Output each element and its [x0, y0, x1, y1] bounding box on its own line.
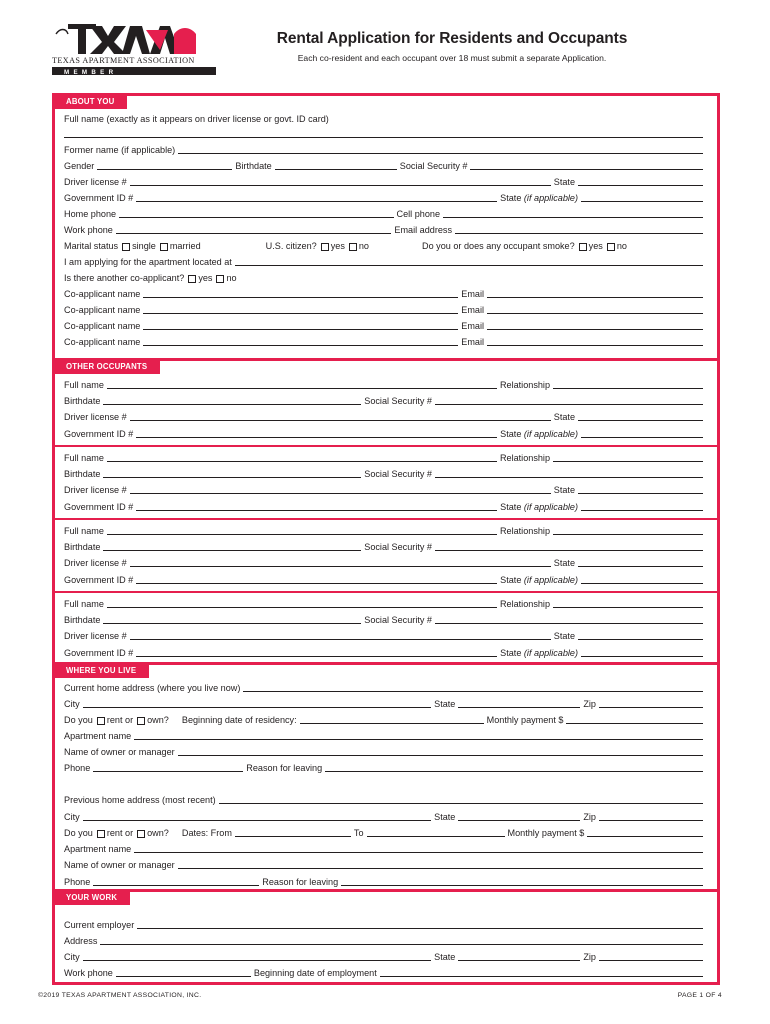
work-phone-row: Work phone Beginning date of employment — [64, 966, 703, 979]
work-phone-field[interactable] — [116, 232, 392, 234]
previous-owner-row: Name of owner or manager — [64, 858, 703, 871]
occupant-gov-row: Government ID # State (if applicable) — [64, 646, 703, 659]
previous-apartment-row: Apartment name — [64, 842, 703, 855]
page-subtitle: Each co-resident and each occupant over 18 must submit a separate Application. — [297, 53, 607, 63]
occupant-gov-state-field[interactable] — [581, 509, 703, 511]
previous-from-field[interactable] — [235, 835, 351, 837]
employer-field[interactable] — [137, 927, 703, 929]
coapplicant-email-field[interactable] — [487, 296, 703, 298]
work-zip-field[interactable] — [599, 959, 703, 961]
occupant-name-row: Full name Relationship — [64, 597, 703, 610]
previous-address-row: Previous home address (most recent) — [64, 793, 703, 806]
previous-phone-row: Phone Reason for leaving — [64, 875, 703, 888]
previous-city-row: City State Zip — [64, 810, 703, 823]
copyright-notice: ©2019 TEXAS APARTMENT ASSOCIATION, INC. — [38, 992, 202, 999]
current-phone-row: Phone Reason for leaving — [64, 761, 703, 774]
current-rent-own-row: Do you rent or own? Beginning date of residency: Monthly payment $ — [64, 713, 703, 726]
current-own-checkbox[interactable] — [137, 717, 145, 725]
occupant-dl-state-field[interactable] — [578, 565, 703, 567]
section-where-you-live — [52, 662, 720, 892]
previous-state-field[interactable] — [458, 819, 580, 821]
occupant-relationship-field[interactable] — [553, 387, 703, 389]
occupant-ssn-field[interactable] — [435, 549, 703, 551]
current-monthly-payment-field[interactable] — [566, 722, 703, 724]
residency-begin-field[interactable] — [300, 722, 484, 724]
work-address-row: Address — [64, 934, 703, 947]
coapplicant-email-field[interactable] — [487, 328, 703, 330]
coapplicant-yes-checkbox[interactable] — [188, 275, 196, 283]
gender-row: Gender Birthdate Social Security # — [64, 159, 703, 172]
occupant-ssn-field[interactable] — [435, 622, 703, 624]
occupant-name-row: Full name Relationship — [64, 524, 703, 537]
previous-address-field[interactable] — [219, 802, 703, 804]
section-tab-about-you: ABOUT YOU — [54, 95, 127, 109]
occupant-divider — [55, 518, 717, 520]
occupant-gov-row: Government ID # State (if applicable) — [64, 427, 703, 440]
previous-own-checkbox[interactable] — [137, 830, 145, 838]
work-city-row: City State Zip — [64, 950, 703, 963]
coapplicant-name-field[interactable] — [143, 328, 458, 330]
previous-reason-field[interactable] — [341, 884, 703, 886]
occupant-dl-field[interactable] — [130, 492, 551, 494]
citizen-no-checkbox[interactable] — [349, 243, 357, 251]
full-name-line[interactable] — [64, 136, 703, 138]
current-reason-field[interactable] — [325, 770, 703, 772]
phone-row: Home phone Cell phone — [64, 207, 703, 220]
current-phone-field[interactable] — [93, 770, 243, 772]
work-city-field[interactable] — [83, 959, 431, 961]
previous-rent-checkbox[interactable] — [97, 830, 105, 838]
occupant-birth-row: Birthdate Social Security # — [64, 613, 703, 626]
occupant-gov-state-field[interactable] — [581, 582, 703, 584]
coapplicant-row: Co-applicant name Email — [64, 335, 703, 348]
occupant-dl-state-field[interactable] — [578, 638, 703, 640]
occupant-divider — [55, 445, 717, 447]
single-checkbox[interactable] — [122, 243, 130, 251]
previous-city-field[interactable] — [83, 819, 431, 821]
smoke-yes-checkbox[interactable] — [579, 243, 587, 251]
occupant-dl-state-field[interactable] — [578, 419, 703, 421]
coapplicant-name-field[interactable] — [143, 296, 458, 298]
previous-rent-own-row: Do you rent or own? Dates: From To Monthly payment $ — [64, 826, 703, 839]
current-city-field[interactable] — [83, 706, 431, 708]
current-apartment-row: Apartment name — [64, 729, 703, 742]
occupant-ssn-field[interactable] — [435, 403, 703, 405]
previous-zip-field[interactable] — [599, 819, 703, 821]
previous-to-field[interactable] — [367, 835, 505, 837]
work-phone-row: Work phone Email address — [64, 223, 703, 236]
government-id-field[interactable] — [136, 200, 497, 202]
occupant-birth-row: Birthdate Social Security # — [64, 540, 703, 553]
coapplicant-email-field[interactable] — [487, 344, 703, 346]
occupant-dl-field[interactable] — [130, 565, 551, 567]
occupant-gov-row: Government ID # State (if applicable) — [64, 573, 703, 586]
government-id-row: Government ID # State (if applicable) — [64, 191, 703, 204]
occupant-name-field[interactable] — [107, 460, 497, 462]
current-apartment-name-field[interactable] — [134, 738, 703, 740]
section-your-work — [52, 889, 720, 985]
occupant-gov-id-field[interactable] — [136, 655, 497, 657]
occupant-name-field[interactable] — [107, 606, 497, 608]
previous-phone-field[interactable] — [93, 884, 259, 886]
former-name-row: Former name (if applicable) — [64, 143, 703, 156]
section-tab-your-work: YOUR WORK — [54, 891, 130, 905]
occupant-birthdate-field[interactable] — [103, 549, 361, 551]
current-rent-checkbox[interactable] — [97, 717, 105, 725]
occupant-dl-row: Driver license # State — [64, 629, 703, 642]
occupant-birth-row: Birthdate Social Security # — [64, 467, 703, 480]
occupant-name-field[interactable] — [107, 387, 497, 389]
current-city-row: City State Zip — [64, 697, 703, 710]
occupant-dl-row: Driver license # State — [64, 410, 703, 423]
occupant-birthdate-field[interactable] — [103, 403, 361, 405]
occupant-name-field[interactable] — [107, 533, 497, 535]
coapplicant-row: Co-applicant name Email — [64, 287, 703, 300]
current-zip-field[interactable] — [599, 706, 703, 708]
full-name-label-row: Full name (exactly as it appears on driver license or govt. ID card) — [64, 114, 329, 124]
occupant-dl-state-field[interactable] — [578, 492, 703, 494]
occupant-birthdate-field[interactable] — [103, 476, 361, 478]
previous-owner-field[interactable] — [178, 867, 703, 869]
ssn-field[interactable] — [470, 168, 703, 170]
texas-apartment-association-logo — [50, 20, 218, 78]
email-field[interactable] — [455, 232, 703, 234]
occupant-name-row: Full name Relationship — [64, 378, 703, 391]
occupant-birth-row: Birthdate Social Security # — [64, 394, 703, 407]
occupant-relationship-field[interactable] — [553, 606, 703, 608]
occupant-dl-field[interactable] — [130, 419, 551, 421]
former-name-field[interactable] — [178, 152, 703, 154]
coapplicant-row: Co-applicant name Email — [64, 319, 703, 332]
employer-row: Current employer — [64, 918, 703, 931]
married-checkbox[interactable] — [160, 243, 168, 251]
gov-id-state-field[interactable] — [581, 200, 703, 202]
gender-field[interactable] — [97, 168, 232, 170]
dl-state-field[interactable] — [578, 184, 703, 186]
coapplicant-name-field[interactable] — [143, 344, 458, 346]
svg-text:M E M B E R: M E M B E R — [64, 69, 115, 76]
coapplicant-row: Co-applicant name Email — [64, 303, 703, 316]
occupant-gov-id-field[interactable] — [136, 582, 497, 584]
work-address-field[interactable] — [100, 943, 703, 945]
previous-apartment-name-field[interactable] — [134, 851, 703, 853]
occupant-name-row: Full name Relationship — [64, 451, 703, 464]
current-owner-row: Name of owner or manager — [64, 745, 703, 758]
current-owner-field[interactable] — [178, 754, 703, 756]
occupant-gov-state-field[interactable] — [581, 436, 703, 438]
occupant-gov-id-field[interactable] — [136, 436, 497, 438]
current-state-field[interactable] — [458, 706, 580, 708]
occupant-dl-field[interactable] — [130, 638, 551, 640]
section-other-occupants — [52, 358, 720, 665]
applying-row: I am applying for the apartment located at — [64, 255, 703, 268]
occupant-birthdate-field[interactable] — [103, 622, 361, 624]
occupant-gov-state-field[interactable] — [581, 655, 703, 657]
cell-phone-field[interactable] — [443, 216, 703, 218]
occupant-dl-row: Driver license # State — [64, 483, 703, 496]
coapplicant-question-row: Is there another co-applicant? yes no — [64, 273, 237, 283]
section-tab-where-you-live: WHERE YOU LIVE — [54, 664, 149, 678]
previous-monthly-payment-field[interactable] — [587, 835, 703, 837]
marital-row: Marital status single married U.S. citizen? yes no Do you or does any occupant smoke? yes no — [64, 241, 627, 251]
work-phone-field[interactable] — [116, 975, 251, 977]
occupant-ssn-field[interactable] — [435, 476, 703, 478]
section-about-you — [52, 93, 720, 361]
occupant-gov-row: Government ID # State (if applicable) — [64, 500, 703, 513]
occupant-gov-id-field[interactable] — [136, 509, 497, 511]
employment-begin-field[interactable] — [380, 975, 703, 977]
work-state-field[interactable] — [458, 959, 580, 961]
driver-license-field[interactable] — [130, 184, 551, 186]
section-tab-other-occupants: OTHER OCCUPANTS — [54, 360, 160, 374]
birthdate-field[interactable] — [275, 168, 397, 170]
driver-license-row: Driver license # State — [64, 175, 703, 188]
full-name-field[interactable] — [64, 127, 703, 140]
apartment-located-field[interactable] — [235, 264, 703, 266]
occupant-divider — [55, 591, 717, 593]
occupant-relationship-field[interactable] — [553, 533, 703, 535]
home-phone-field[interactable] — [119, 216, 393, 218]
occupant-relationship-field[interactable] — [553, 460, 703, 462]
citizen-yes-checkbox[interactable] — [321, 243, 329, 251]
coapplicant-name-field[interactable] — [143, 312, 458, 314]
coapplicant-no-checkbox[interactable] — [216, 275, 224, 283]
page-title: Rental Application for Residents and Occupants — [276, 30, 628, 47]
occupant-dl-row: Driver license # State — [64, 556, 703, 569]
svg-text:TEXAS APARTMENT ASSOCIATION: TEXAS APARTMENT ASSOCIATION — [52, 56, 195, 65]
current-address-row: Current home address (where you live now) — [64, 681, 703, 694]
coapplicant-email-field[interactable] — [487, 312, 703, 314]
page-number: PAGE 1 OF 4 — [677, 992, 722, 999]
current-address-field[interactable] — [243, 690, 703, 692]
smoke-no-checkbox[interactable] — [607, 243, 615, 251]
